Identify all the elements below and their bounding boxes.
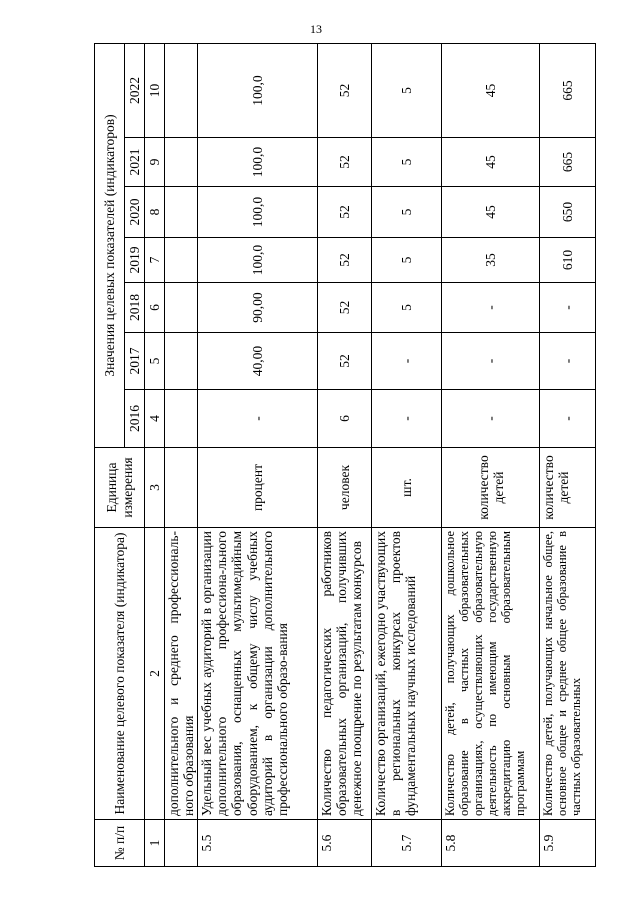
table-row <box>165 44 198 867</box>
header-year: 2017 <box>125 333 145 390</box>
header-row-group <box>95 44 125 867</box>
row-value: 5 <box>372 283 442 333</box>
indicators-table <box>94 43 596 867</box>
row-num: 5.9 <box>540 820 596 867</box>
row-unit: человек <box>318 448 372 528</box>
row-value: - <box>198 390 318 448</box>
rotated-table-container <box>94 44 584 867</box>
row-name: Количество детей, получающих дошкольное образование в частных образовательных организациях, осуществляющих образовательную деятельность по имеющим государственную аккредитацию основным образовательным программам <box>442 528 540 820</box>
row-num <box>165 820 198 867</box>
row-value: 35 <box>442 238 540 283</box>
row-value: 100,0 <box>198 138 318 187</box>
row-value <box>165 238 198 283</box>
row-num: 5.5 <box>198 820 318 867</box>
row-value: - <box>372 333 442 390</box>
index-cell: 6 <box>145 283 165 333</box>
table-frame <box>94 44 584 867</box>
row-value: 52 <box>318 187 372 238</box>
header-year: 2019 <box>125 238 145 283</box>
row-num: 5.7 <box>372 820 442 867</box>
row-value: 6 <box>318 390 372 448</box>
row-value: 650 <box>540 187 596 238</box>
row-value: 100,0 <box>198 238 318 283</box>
row-unit: шт. <box>372 448 442 528</box>
row-value <box>165 138 198 187</box>
row-value: 5 <box>372 187 442 238</box>
row-name: Количество детей, получающих начальное общее, основное общее и среднее общее образование в частных образовательных <box>540 528 596 820</box>
row-value: 40,00 <box>198 333 318 390</box>
row-value: 45 <box>442 138 540 187</box>
table-row <box>318 44 372 867</box>
row-unit: количество детей <box>540 448 596 528</box>
row-value: - <box>540 333 596 390</box>
row-value: - <box>442 333 540 390</box>
index-cell: 2 <box>145 528 165 820</box>
header-year: 2022 <box>125 44 145 138</box>
row-value <box>165 283 198 333</box>
row-unit: количество детей <box>442 448 540 528</box>
header-year: 2020 <box>125 187 145 238</box>
index-cell: 1 <box>145 820 165 867</box>
row-value: - <box>540 283 596 333</box>
row-value: 52 <box>318 238 372 283</box>
row-name: Удельный вес учебных аудиторий в организации дополнительного профессиона-льного образования, оснащенных мультимедийным оборудованием, к общему числу учебных аудиторий в организации дополнительного профессионального образо-вания <box>198 528 318 820</box>
header-unit: Единица измерения <box>95 448 145 528</box>
row-value: 90,00 <box>198 283 318 333</box>
row-value: 52 <box>318 333 372 390</box>
row-value <box>165 187 198 238</box>
index-row <box>145 44 165 867</box>
header-num: № п/п <box>95 820 145 867</box>
row-value: 665 <box>540 138 596 187</box>
row-unit: процент <box>198 448 318 528</box>
index-cell: 10 <box>145 44 165 138</box>
row-value: 5 <box>372 238 442 283</box>
row-value <box>165 44 198 138</box>
row-value: 5 <box>372 44 442 138</box>
index-cell: 7 <box>145 238 165 283</box>
header-year: 2016 <box>125 390 145 448</box>
index-cell: 8 <box>145 187 165 238</box>
table-row <box>372 44 442 867</box>
table-row <box>198 44 318 867</box>
row-value <box>165 390 198 448</box>
row-name: Количество педагогических работников образовательных организаций, получивших денежное поощрение по результатам конкурсов <box>318 528 372 820</box>
header-year: 2021 <box>125 138 145 187</box>
row-value: 610 <box>540 238 596 283</box>
row-value: 45 <box>442 187 540 238</box>
row-value: 45 <box>442 44 540 138</box>
row-value: 665 <box>540 44 596 138</box>
table-row <box>540 44 596 867</box>
row-value <box>165 333 198 390</box>
header-year: 2018 <box>125 283 145 333</box>
row-value: - <box>372 390 442 448</box>
table-row <box>442 44 540 867</box>
row-value: 100,0 <box>198 44 318 138</box>
row-name: дополнительного и среднего профессиональ-ного образования <box>165 528 198 820</box>
row-num: 5.6 <box>318 820 372 867</box>
row-unit <box>165 448 198 528</box>
row-value: 100,0 <box>198 187 318 238</box>
row-value: 52 <box>318 138 372 187</box>
row-num: 5.8 <box>442 820 540 867</box>
index-cell: 5 <box>145 333 165 390</box>
header-values-group: Значения целевых показателей (индикаторов) <box>95 44 125 448</box>
page-number: 13 <box>310 22 322 36</box>
row-name: Количество организаций, ежегодно участвующих в региональных конкурсах проектов фундаментальных научных исследований <box>372 528 442 820</box>
index-cell: 9 <box>145 138 165 187</box>
row-value: 52 <box>318 283 372 333</box>
index-cell: 3 <box>145 448 165 528</box>
row-value: 5 <box>372 138 442 187</box>
row-value: 52 <box>318 44 372 138</box>
row-value: - <box>442 283 540 333</box>
row-value: - <box>442 390 540 448</box>
index-cell: 4 <box>145 390 165 448</box>
row-value: - <box>540 390 596 448</box>
header-name: Наименование целевого показателя (индикатора) <box>95 528 145 820</box>
